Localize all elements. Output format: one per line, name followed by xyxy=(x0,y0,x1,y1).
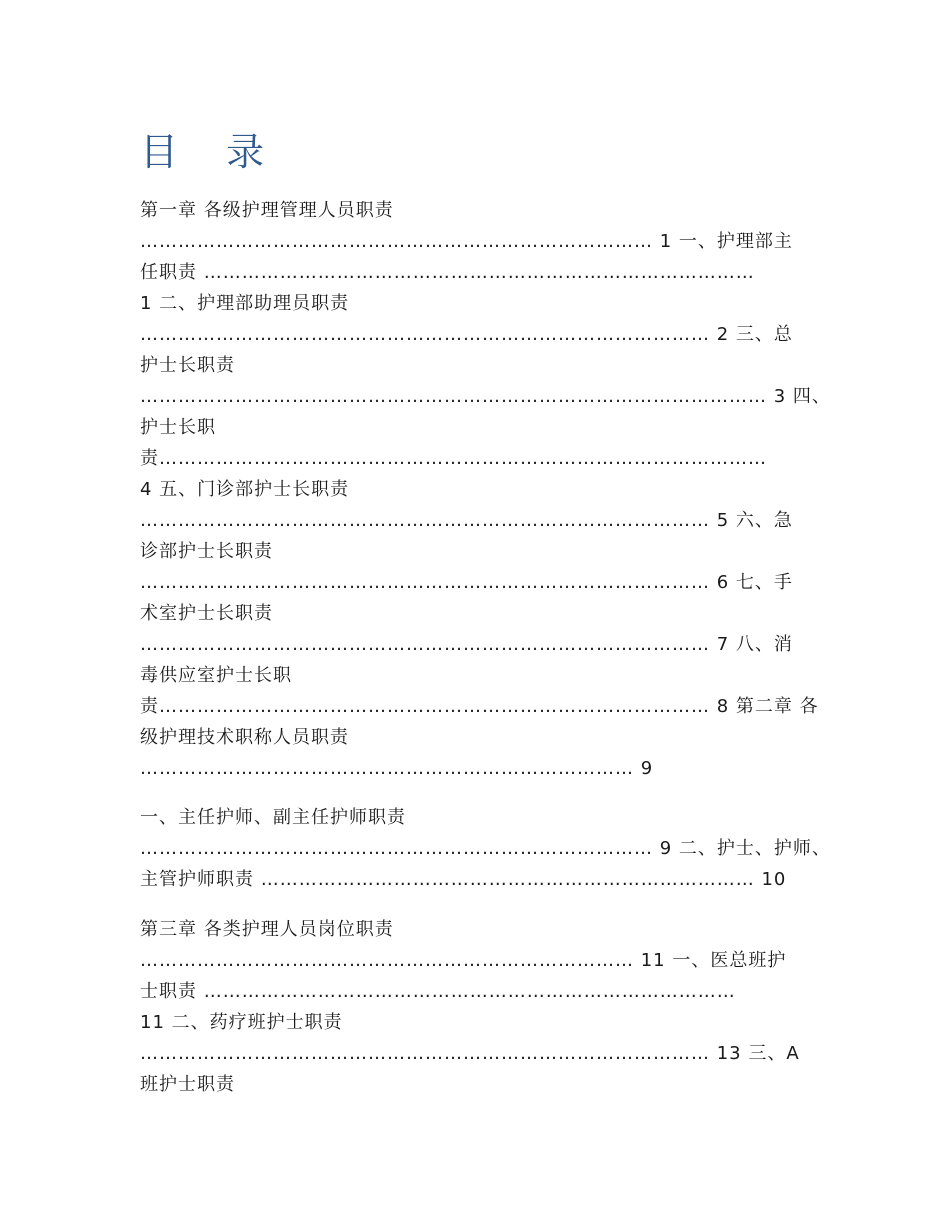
toc-line: 一、主任护师、副主任护师职责 xyxy=(140,807,406,828)
toc-line: 4 五、门诊部护士长职责 xyxy=(140,479,350,500)
toc-line: 诊部护士长职责 xyxy=(140,541,273,562)
toc-line: ……………………………………………………………………………… 7 八、消 xyxy=(140,634,793,655)
toc-line: 任职责 …………………………………………………………………………… xyxy=(140,262,755,283)
toc-line: ……………………………………………………………………………… 5 六、急 xyxy=(140,510,793,531)
toc-line: 术室护士长职责 xyxy=(140,603,273,624)
toc-line: 第一章 各级护理管理人员职责 xyxy=(140,200,394,221)
toc-line: 11 二、药疗班护士职责 xyxy=(140,1012,343,1033)
toc-line: …………………………………………………………………… 9 xyxy=(140,758,654,779)
toc-line: ……………………………………………………………………………… 13 三、A xyxy=(140,1043,800,1064)
toc-line: 级护理技术职称人员职责 xyxy=(140,727,349,748)
toc-line: 毒供应室护士长职 xyxy=(140,665,292,686)
toc-line: 护士长职 xyxy=(140,417,216,438)
toc-line: 第三章 各类护理人员岗位职责 xyxy=(140,919,394,940)
toc-line: 护士长职责 xyxy=(140,355,235,376)
toc-line: ……………………………………………………………………………………… 3 四、 xyxy=(140,386,831,407)
toc-line: 责…………………………………………………………………………………… xyxy=(140,448,767,469)
toc-line: 责…………………………………………………………………………… 8 第二章 各 xyxy=(140,696,819,717)
toc-line: ……………………………………………………………………………… 2 三、总 xyxy=(140,324,793,345)
toc-line: 士职责 ………………………………………………………………………… xyxy=(140,981,736,1002)
toc-line: ……………………………………………………………………… 1 一、护理部主 xyxy=(140,231,793,252)
toc-line: 1 二、护理部助理员职责 xyxy=(140,293,350,314)
toc-title: 目 录 xyxy=(140,130,283,174)
toc-line: ……………………………………………………………………………… 6 七、手 xyxy=(140,572,793,593)
toc-line: …………………………………………………………………… 11 一、医总班护 xyxy=(140,950,787,971)
toc-line: 主管护师职责 …………………………………………………………………… 10 xyxy=(140,869,787,890)
toc-line: 班护士职责 xyxy=(140,1074,235,1095)
toc-line: ……………………………………………………………………… 9 二、护士、护师、 xyxy=(140,838,831,859)
